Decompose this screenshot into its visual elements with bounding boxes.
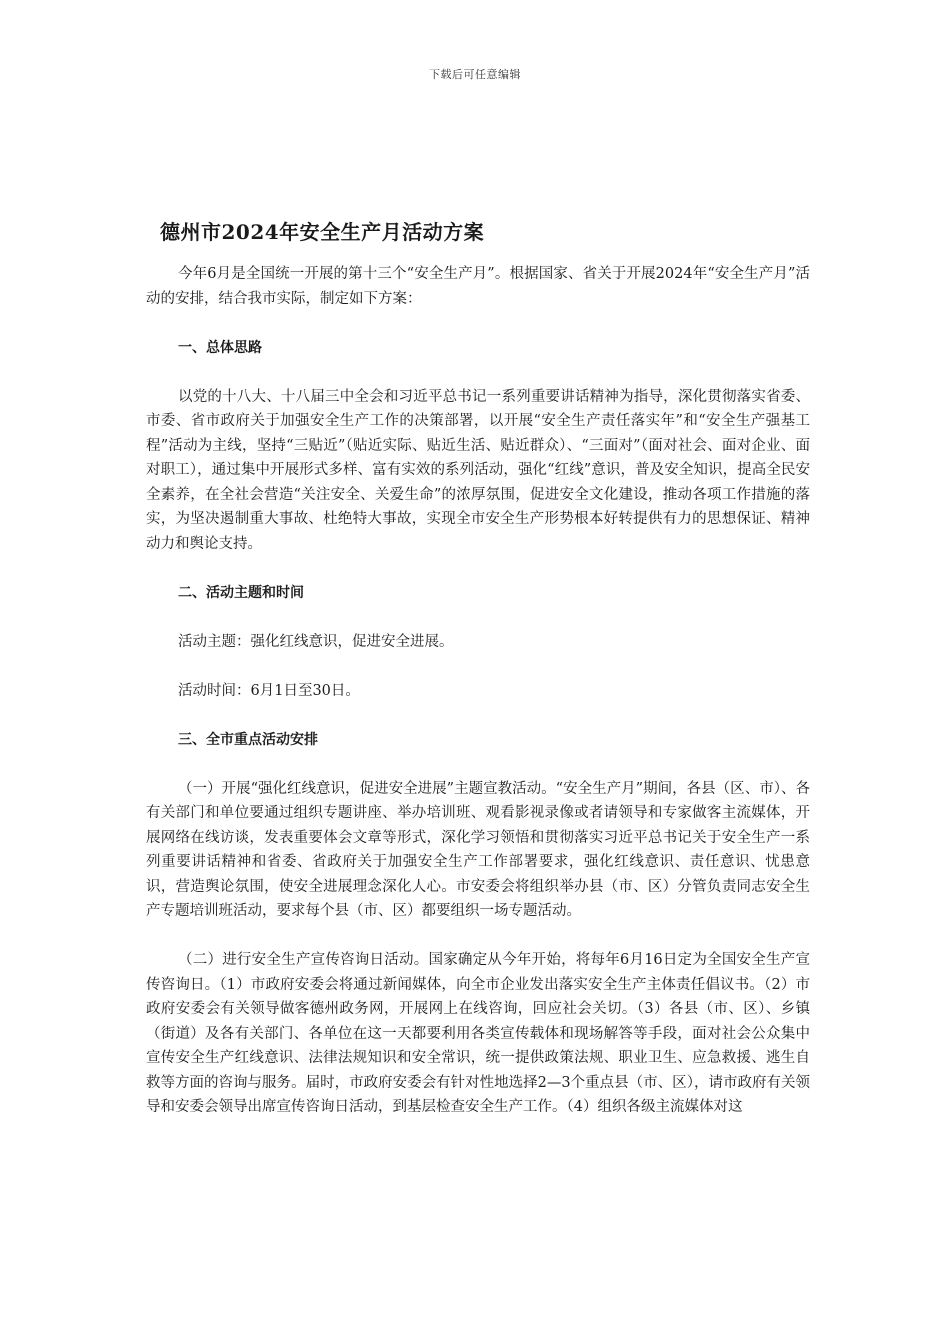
section-heading-theme-time: 二、活动主题和时间 xyxy=(178,584,304,601)
activity-theme-line: 活动主题：强化红线意识，促进安全进展。 xyxy=(178,633,454,650)
key-activity-item-2: （二）进行安全生产宣传咨询日活动。国家确定从今年开始，将每年6月16日定为全国安全生产宣传咨询日。（1）市政府安委会将通过新闻媒体，向全市企业发出落实安全生产主体责任倡议书。（2）市政府安委会有关领导做客德州政务网，开展网上在线咨询，回应社会关切。（3）各县（市、区）、乡镇（街道）及各有关部门、各单位在这一天都要利用各类宣传载体和现场解答等手段，面对社会公众集中宣传安全生产红线意识、法律法规知识和安全常识，统一提供政策法规、职业卫生、应急救援、逃生自救等方面的咨询与服务。届时，市政府安委会有针对性地选择2—3个重点县（市、区），请市政府有关领导和安委会领导出席宣传咨询日活动，到基层检查安全生产工作。（4）组织各级主流媒体对这 xyxy=(146,952,810,1115)
section-heading-overall-approach: 一、总体思路 xyxy=(178,339,262,356)
overall-approach-paragraph: 以党的十八大、十八届三中全会和习近平总书记一系列重要讲话精神为指导，深化贯彻落实省委、市委、省市政府关于加强安全生产工作的决策部署，以开展“安全生产责任落实年”和“安全生产强基工程”活动为主线，坚持“三贴近”（贴近实际、贴近生活、贴近群众）、“三面对”（面对社会、面对企业、面对职工），通过集中开展形式多样、富有实效的系列活动，强化“红线”意识，普及安全知识，提高全民安全素养，在全社会营造“关注安全、关爱生命”的浓厚氛围，促进安全文化建设，推动各项工作措施的落实，为坚决遏制重大事故、杜绝特大事故，实现全市安全生产形势根本好转提供有力的思想保证、精神动力和舆论支持。 xyxy=(146,388,810,552)
header-note: 下载后可任意编辑 xyxy=(429,68,521,81)
activity-time-line: 活动时间：6月1日至30日。 xyxy=(178,682,360,699)
document-title: 德州市2024年安全生产月活动方案 xyxy=(160,220,485,244)
intro-paragraph: 今年6月是全国统一开展的第十三个“安全生产月”。根据国家、省关于开展2024年“安全生产月”活动的安排，结合我市实际，制定如下方案： xyxy=(146,266,810,307)
document-body xyxy=(146,262,810,1144)
key-activity-item-1: （一）开展“强化红线意识，促进安全进展”主题宣教活动。“安全生产月”期间，各县（区、市）、各有关部门和单位要通过组织专题讲座、举办培训班、观看影视录像或者请领导和专家做客主流媒体，开展网络在线访谈，发表重要体会文章等形式，深化学习领悟和贯彻落实习近平总书记关于安全生产一系列重要讲话精神和省委、省政府关于加强安全生产工作部署要求，强化红线意识、责任意识、忧患意识，营造舆论氛围，使安全进展理念深化人心。市安委会将组织举办县（市、区）分管负责同志安全生产专题培训班活动，要求每个县（市、区）都要组织一场专题活动。 xyxy=(146,780,810,919)
section-heading-key-activities: 三、全市重点活动安排 xyxy=(178,731,318,748)
